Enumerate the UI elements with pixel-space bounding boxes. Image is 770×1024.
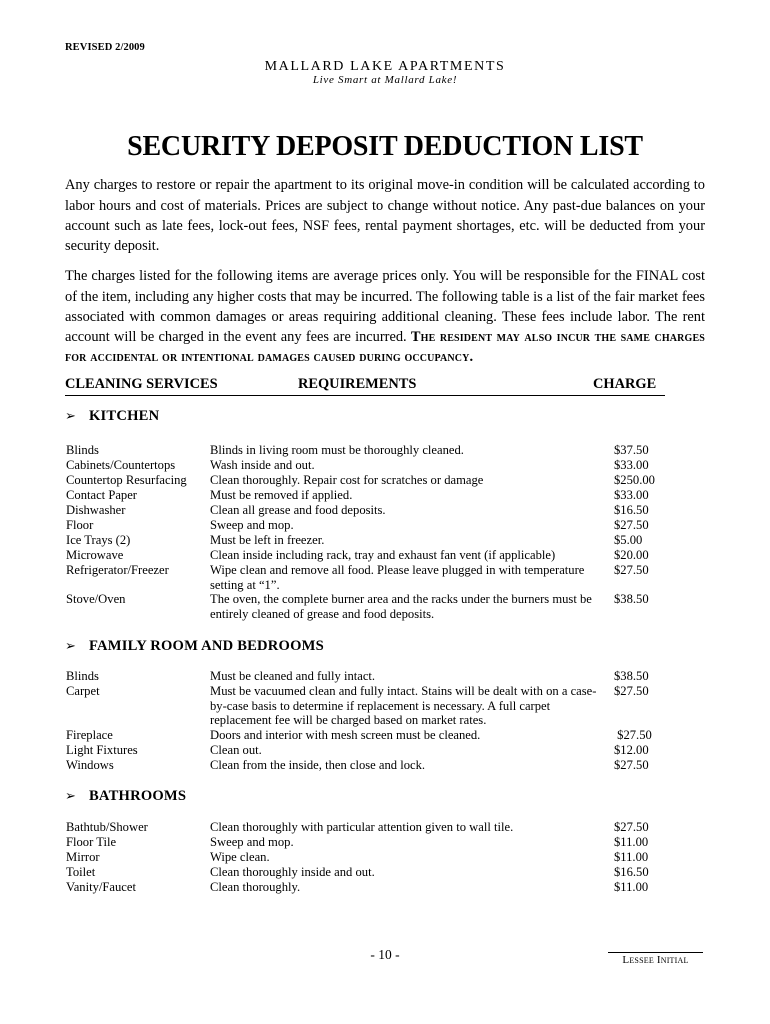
cell-requirement: Blinds in living room must be thoroughly cleaned.	[210, 443, 464, 457]
cell-requirement: Clean out.	[210, 743, 262, 757]
cell-charge: $27.50	[614, 758, 649, 772]
table-row	[65, 758, 705, 773]
signature-line[interactable]	[608, 952, 703, 953]
cell-requirement: Doors and interior with mesh screen must be cleaned.	[210, 728, 481, 742]
table-row	[65, 473, 705, 488]
cell-item: Carpet	[66, 684, 100, 698]
table-row	[65, 458, 705, 473]
cell-item: Countertop Resurfacing	[66, 473, 187, 487]
column-header-requirements: REQUIREMENTS	[298, 376, 417, 392]
cell-item: Vanity/Faucet	[66, 880, 136, 894]
company-name: MALLARD LAKE APARTMENTS	[264, 59, 506, 74]
arrow-bullet-icon: ➢	[65, 788, 77, 803]
table-row	[65, 820, 705, 835]
intro-paragraph-2-emphasis: The resident may also incur the same charges for accidental or intentional damages caused during occupancy.	[65, 329, 705, 366]
cell-charge: $16.50	[614, 865, 649, 879]
section-rows	[65, 443, 705, 621]
revision-stamp: REVISED 2/2009	[65, 42, 145, 53]
column-header-charge: CHARGE	[593, 376, 657, 392]
cell-requirement: Sweep and mop.	[210, 518, 294, 532]
cell-charge: $27.50	[614, 518, 649, 532]
section-heading-label: KITCHEN	[89, 408, 160, 424]
cell-charge: $16.50	[614, 503, 649, 517]
table-row	[65, 835, 705, 850]
cell-charge: $27.50	[614, 728, 652, 742]
lessee-initial-label: Lessee Initial	[622, 954, 689, 966]
table-row	[65, 850, 705, 865]
table-row	[65, 880, 705, 895]
cell-requirement: Clean thoroughly with particular attention given to wall tile.	[210, 820, 514, 834]
cell-requirement: Must be cleaned and fully intact.	[210, 669, 376, 683]
cell-charge: $38.50	[614, 669, 649, 683]
cell-charge: $27.50	[614, 820, 649, 834]
section-heading-kitchen	[65, 408, 159, 425]
page-title: SECURITY DEPOSIT DEDUCTION LIST	[127, 130, 643, 162]
cell-item: Refrigerator/Freezer	[66, 563, 169, 577]
section-heading-bathrooms	[65, 788, 186, 805]
section-heading-label: BATHROOMS	[89, 788, 187, 804]
cell-requirement: Clean thoroughly.	[210, 880, 301, 894]
cell-charge: $11.00	[614, 850, 649, 864]
table-row	[65, 488, 705, 503]
cell-item: Contact Paper	[66, 488, 137, 502]
cell-charge: $20.00	[614, 548, 649, 562]
cell-requirement: Clean inside including rack, tray and exhaust fan vent (if applicable)	[210, 548, 556, 562]
cell-item: Toilet	[66, 865, 96, 879]
table-row	[65, 563, 705, 592]
cell-item: Floor	[66, 518, 94, 532]
cell-requirement: Clean thoroughly. Repair cost for scratches or damage	[210, 473, 484, 487]
intro-paragraph-2-normal: The charges listed for the following items are average prices only. You will be responsible for the FINAL cost of the item, including any higher costs that may be incurred. The following table is a list of the fair market fees associated with common damages or areas requiring additional cleaning. These fees include labor. The rent account will be charged in the event any fees are incurred.	[65, 268, 705, 345]
table-row	[65, 669, 705, 684]
company-tagline: Live Smart at Mallard Lake!	[312, 74, 458, 86]
arrow-bullet-icon: ➢	[65, 408, 77, 423]
cell-charge: $27.50	[614, 684, 649, 698]
table-row	[65, 743, 705, 758]
lessee-initial-block	[608, 952, 703, 966]
cell-requirement: Clean from the inside, then close and lock.	[210, 758, 426, 772]
table-row	[65, 503, 705, 518]
table-row	[65, 592, 705, 621]
section-heading-family-room-and-bedrooms	[65, 638, 324, 655]
table-row	[65, 518, 705, 533]
cell-item: Microwave	[66, 548, 124, 562]
intro-paragraph-1: Any charges to restore or repair the apartment to its original move-in condition will be calculated according to labor hours and cost of materials. Prices are subject to change without notice. Any past-due balances on your account such as late fees, lock-out fees, NSF fees, rental payment shortages, etc. will be deducted from your security deposit.	[65, 177, 705, 254]
cell-item: Fireplace	[66, 728, 113, 742]
table-header-row	[65, 376, 665, 396]
cell-requirement: Wash inside and out.	[210, 458, 315, 472]
cell-charge: $12.00	[614, 743, 649, 757]
cell-item: Cabinets/Countertops	[66, 458, 176, 472]
cell-item: Ice Trays (2)	[66, 533, 131, 547]
cell-item: Mirror	[66, 850, 100, 864]
cell-charge: $250.00	[614, 473, 655, 487]
column-header-cleaning-services: CLEANING SERVICES	[65, 376, 218, 392]
cell-item: Windows	[66, 758, 114, 772]
cell-charge: $33.00	[614, 488, 649, 502]
cell-charge: $27.50	[614, 563, 649, 577]
cell-requirement: Must be vacuumed clean and fully intact. Stains will be dealt with on a case-by-case basis to determine if replacement is necessary. A full carpet replacement fee will be charged based on market rates.	[210, 684, 597, 728]
arrow-bullet-icon: ➢	[65, 638, 77, 653]
section-heading-label: FAMILY ROOM AND BEDROOMS	[89, 638, 324, 654]
cell-requirement: Must be left in freezer.	[210, 533, 325, 547]
cell-charge: $11.00	[614, 880, 649, 894]
section-rows	[65, 820, 705, 895]
cell-requirement: Clean thoroughly inside and out.	[210, 865, 375, 879]
table-row	[65, 865, 705, 880]
intro-paragraph-2	[65, 266, 705, 367]
section-rows	[65, 669, 705, 773]
page-number: - 10 -	[370, 947, 400, 962]
table-row	[65, 533, 705, 548]
cell-item: Floor Tile	[66, 835, 117, 849]
cell-charge: $37.50	[614, 443, 649, 457]
cell-requirement: Clean all grease and food deposits.	[210, 503, 386, 517]
table-row	[65, 728, 705, 743]
cell-requirement: Wipe clean.	[210, 850, 270, 864]
cell-charge: $38.50	[614, 592, 649, 606]
cell-item: Blinds	[66, 669, 99, 683]
table-row	[65, 684, 705, 728]
cell-requirement: Wipe clean and remove all food. Please leave plugged in with temperature setting at “1”.	[210, 563, 585, 592]
cell-requirement: Sweep and mop.	[210, 835, 294, 849]
cell-requirement: The oven, the complete burner area and the racks under the burners must be entirely cleaned of grease and food deposits.	[210, 592, 592, 621]
cell-charge: $33.00	[614, 458, 649, 472]
cell-item: Light Fixtures	[66, 743, 138, 757]
cell-item: Stove/Oven	[66, 592, 126, 606]
table-row	[65, 548, 705, 563]
cell-requirement: Must be removed if applied.	[210, 488, 353, 502]
page-sheet	[65, 0, 705, 1024]
cell-item: Blinds	[66, 443, 99, 457]
cell-charge: $11.00	[614, 835, 649, 849]
cell-charge: $5.00	[614, 533, 643, 547]
cell-item: Bathtub/Shower	[66, 820, 148, 834]
cell-item: Dishwasher	[66, 503, 126, 517]
table-row	[65, 443, 705, 458]
